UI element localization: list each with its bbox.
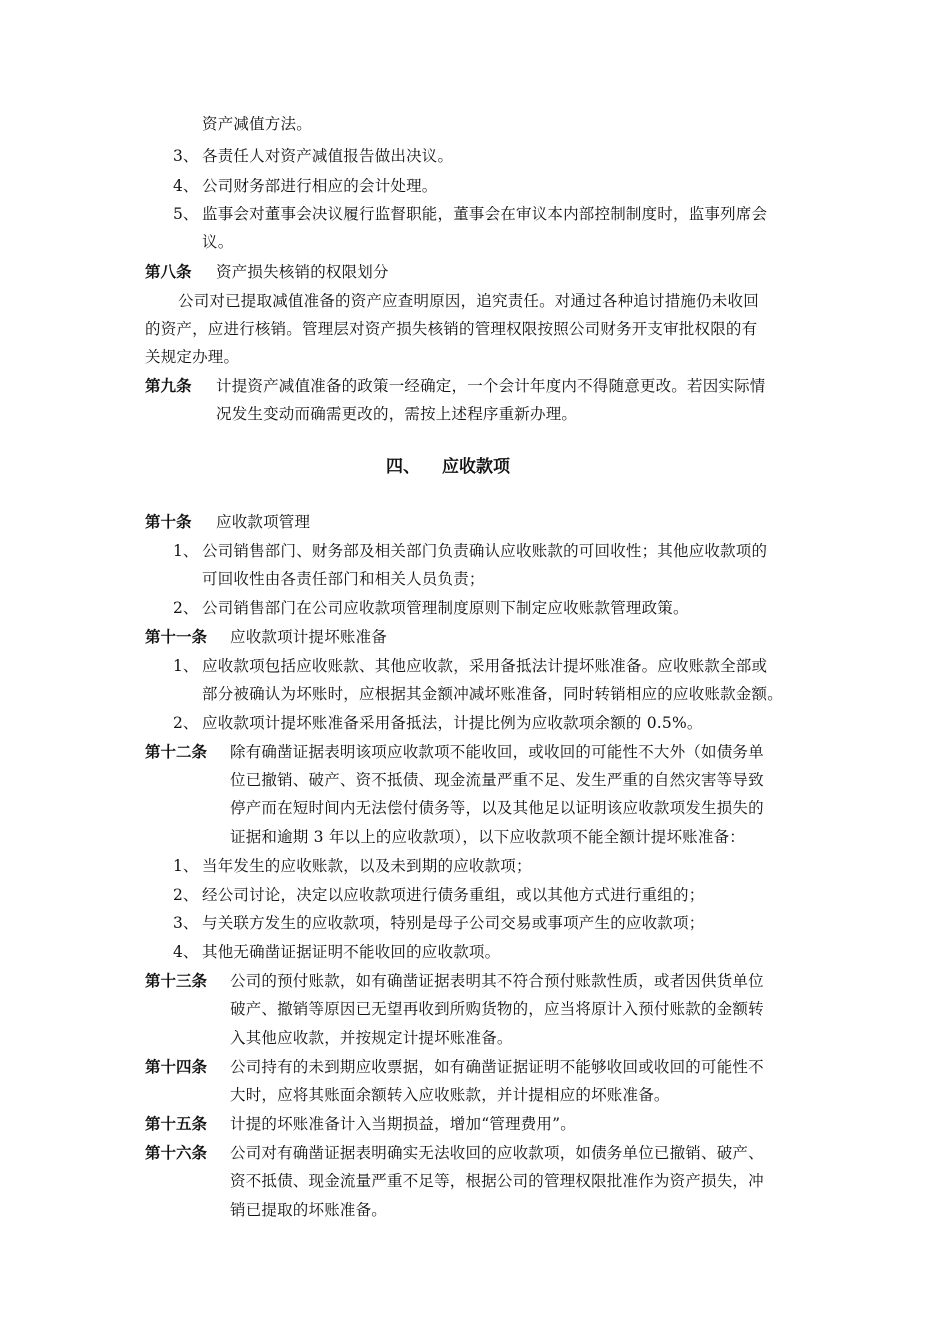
list-number: 4、	[173, 943, 199, 961]
list-item-text: 可回收性由各责任部门和相关人员负责；	[202, 570, 485, 588]
list-item-text: 当年发生的应收账款，以及未到期的应收款项；	[202, 857, 532, 875]
article-label: 第十条	[145, 513, 192, 531]
list-item-text: 公司财务部进行相应的会计处理。	[202, 177, 438, 195]
article-text: 计提资产减值准备的政策一经确定，一个会计年度内不得随意更改。若因实际情	[216, 377, 766, 395]
article-text: 停产而在短时间内无法偿付债务等，以及其他足以证明该应收款项发生损失的	[230, 799, 764, 817]
article-title: 资产损失核销的权限划分	[216, 263, 389, 281]
list-item-text: 各责任人对资产减值报告做出决议。	[202, 147, 454, 165]
list-number: 2、	[173, 714, 199, 732]
article-text: 除有确凿证据表明该项应收款项不能收回，或收回的可能性不大外（如债务单	[230, 743, 764, 761]
list-number: 2、	[173, 599, 199, 617]
section-title: 应收款项	[442, 457, 510, 477]
list-number: 2、	[173, 886, 199, 904]
article-title: 应收款项计提坏账准备	[230, 628, 388, 646]
list-item-text: 议。	[202, 233, 234, 251]
article-text: 况发生变动而确需更改的，需按上述程序重新办理。	[216, 405, 578, 423]
article-text: 公司持有的未到期应收票据，如有确凿证据证明不能够收回或收回的可能性不	[230, 1058, 764, 1076]
article-title: 应收款项管理	[216, 513, 311, 531]
list-number: 1、	[173, 657, 199, 675]
paragraph-line: 的资产，应进行核销。管理层对资产损失核销的管理权限按照公司财务开支审批权限的有	[145, 320, 758, 338]
list-item-text: 应收款项计提坏账准备采用备抵法，计提比例为应收款项余额的 0.5%。	[202, 714, 703, 732]
list-item-text: 监事会对董事会决议履行监督职能，董事会在审议本内部控制制度时，监事列席会	[202, 205, 768, 223]
article-label: 第八条	[145, 263, 192, 281]
list-number: 4、	[173, 177, 199, 195]
list-item-text: 公司销售部门、财务部及相关部门负责确认应收账款的可回收性；其他应收款项的	[202, 542, 768, 560]
list-item-text: 经公司讨论，决定以应收款项进行债务重组，或以其他方式进行重组的；	[202, 886, 705, 904]
paragraph-line: 关规定办理。	[145, 348, 240, 366]
list-item-text: 其他无确凿证据证明不能收回的应收款项。	[202, 943, 501, 961]
list-item-text: 公司销售部门在公司应收款项管理制度原则下制定应收账款管理政策。	[202, 599, 689, 617]
article-label: 第十三条	[145, 972, 208, 990]
article-label: 第十五条	[145, 1115, 208, 1133]
list-number: 3、	[173, 147, 199, 165]
list-item-continuation: 资产减值方法。	[202, 115, 312, 133]
list-number: 1、	[173, 542, 199, 560]
list-item-text: 部分被确认为坏账时，应根据其金额冲减坏账准备，同时转销相应的应收账款金额。	[202, 685, 783, 703]
article-label: 第九条	[145, 377, 192, 395]
list-number: 3、	[173, 914, 199, 932]
article-text: 破产、撤销等原因已无望再收到所购货物的，应当将原计入预付账款的金额转	[230, 1000, 764, 1018]
article-text: 位已撤销、破产、资不抵债、现金流量严重不足、发生严重的自然灾害等导致	[230, 771, 764, 789]
article-text: 资不抵债、现金流量严重不足等，根据公司的管理权限批准作为资产损失，冲	[230, 1172, 764, 1190]
list-number: 1、	[173, 857, 199, 875]
paragraph-line: 公司对已提取减值准备的资产应查明原因，追究责任。对通过各种追讨措施仍未收回	[178, 292, 759, 310]
list-number: 5、	[173, 205, 199, 223]
article-label: 第十一条	[145, 628, 208, 646]
article-text: 证据和逾期 3 年以上的应收款项），以下应收款项不能全额计提坏账准备：	[230, 828, 745, 846]
list-item-text: 应收款项包括应收账款、其他应收款，采用备抵法计提坏账准备。应收账款全部或	[202, 657, 768, 675]
article-text: 销已提取的坏账准备。	[230, 1201, 388, 1219]
article-text: 入其他应收款，并按规定计提坏账准备。	[230, 1029, 513, 1047]
article-text: 公司的预付账款，如有确凿证据表明其不符合预付账款性质，或者因供货单位	[230, 972, 764, 990]
article-text: 公司对有确凿证据表明确实无法收回的应收款项，如债务单位已撤销、破产、	[230, 1144, 764, 1162]
article-label: 第十四条	[145, 1058, 208, 1076]
article-label: 第十六条	[145, 1144, 208, 1162]
section-number: 四、	[386, 457, 420, 477]
article-label: 第十二条	[145, 743, 208, 761]
list-item-text: 与关联方发生的应收款项，特别是母子公司交易或事项产生的应收款项；	[202, 914, 705, 932]
article-text: 大时，应将其账面余额转入应收账款，并计提相应的坏账准备。	[230, 1086, 670, 1104]
article-text: 计提的坏账准备计入当期损益，增加“管理费用”。	[230, 1115, 576, 1133]
